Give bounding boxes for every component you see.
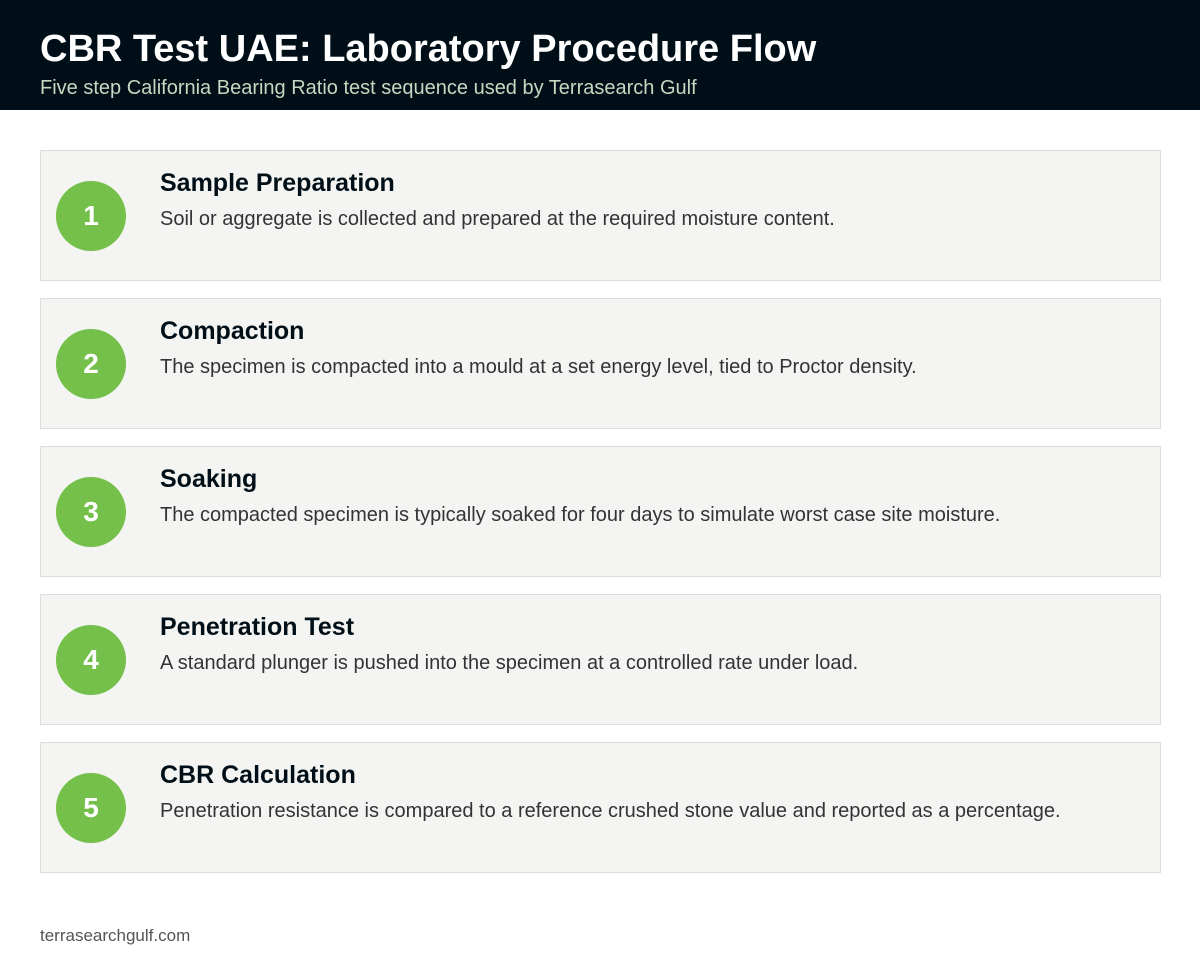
step-description: The compacted specimen is typically soaked for four days to simulate worst case site moisture.: [160, 504, 1001, 526]
step-number-badge: 2: [56, 329, 126, 399]
footer-website: terrasearchgulf.com: [40, 926, 191, 945]
step-title: CBR Calculation: [160, 761, 356, 789]
step-number-badge: 1: [56, 181, 126, 251]
step-description: The specimen is compacted into a mould at a set energy level, tied to Proctor density.: [160, 356, 917, 378]
step-title: Penetration Test: [160, 613, 355, 641]
step-title: Compaction: [160, 317, 305, 345]
step-number-badge: 5: [56, 773, 126, 843]
step-number-badge: 4: [56, 625, 126, 695]
step-number-badge: 3: [56, 477, 126, 547]
step-card-3: [40, 446, 1161, 577]
page-subtitle: Five step California Bearing Ratio test sequence used by Terrasearch Gulf: [40, 77, 697, 99]
procedure-flow: [40, 150, 1161, 890]
step-card-2: [40, 298, 1161, 429]
page-title: CBR Test UAE: Laboratory Procedure Flow: [40, 28, 817, 70]
step-description: A standard plunger is pushed into the specimen at a controlled rate under load.: [160, 652, 859, 674]
step-card-1: [40, 150, 1161, 281]
step-title: Soaking: [160, 465, 258, 493]
header-banner: [0, 0, 1200, 110]
step-description: Soil or aggregate is collected and prepared at the required moisture content.: [160, 208, 835, 230]
step-description: Penetration resistance is compared to a reference crushed stone value and reported as a percentage.: [160, 800, 1061, 822]
step-card-4: [40, 594, 1161, 725]
step-card-5: [40, 742, 1161, 873]
step-title: Sample Preparation: [160, 169, 395, 197]
